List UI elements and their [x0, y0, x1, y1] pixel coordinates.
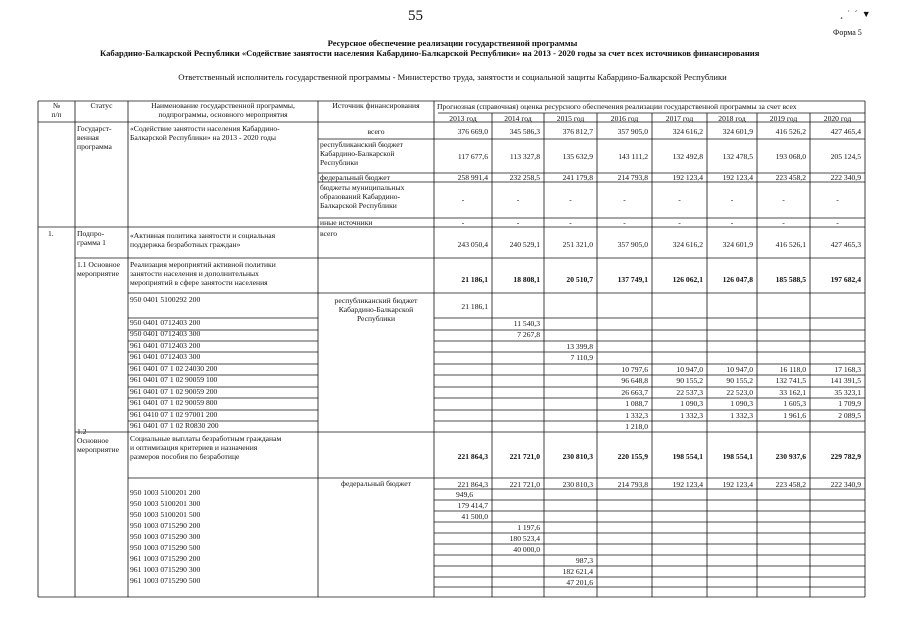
value-cell: 192 123,4	[722, 480, 753, 489]
value-cell: 22 523,0	[726, 388, 753, 397]
value-cell: 21 186,1	[461, 302, 488, 311]
value-cell: 35 323,1	[834, 388, 861, 397]
budget-code: 950 1003 5100201 200	[130, 488, 201, 497]
activity-name: Социальные выплаты безработным гражданам и оптимизация критериев и назначения размеров пособия по безработице	[130, 434, 282, 462]
value-cell: 241 179,8	[562, 173, 593, 182]
budget-code: 950 1003 5100201 500	[130, 510, 201, 519]
value-cell: 357 905,0	[617, 240, 648, 249]
value-cell: 192 123,4	[722, 173, 753, 182]
value-cell: -	[782, 195, 785, 204]
value-cell: 1 961,6	[783, 411, 806, 420]
value-cell: 22 537,3	[676, 388, 703, 397]
header-estimate: Прогнозная (справочная) оценка ресурсного обеспечения реализации государственной программы за счет всех	[437, 102, 797, 111]
value-cell: 198 554,1	[722, 452, 753, 461]
program-name: «Содействие занятости населения Кабардино- Балкарской Республики» на 2013 - 2020 годы	[130, 124, 280, 143]
value-cell: 229 782,9	[830, 452, 861, 461]
value-cell: 324 616,2	[672, 240, 703, 249]
value-cell: 324 601,9	[722, 127, 753, 136]
form-label: Форма 5	[833, 28, 862, 37]
header-year: 2014 год	[504, 114, 532, 123]
page-number: 55	[408, 8, 423, 24]
header-source: Источник финансирования	[332, 101, 420, 110]
value-cell: 20 510,7	[566, 275, 593, 284]
budget-code: 950 0401 0712403 200	[130, 318, 201, 327]
value-cell: -	[782, 218, 785, 227]
budget-code: 961 0401 0712403 200	[130, 341, 201, 350]
value-cell: 221 864,3	[457, 480, 488, 489]
value-cell: -	[730, 195, 734, 204]
value-cell: -	[678, 218, 681, 227]
value-cell: 137 749,1	[617, 275, 648, 284]
value-cell: 357 905,0	[617, 127, 648, 136]
subprogram-name: «Активная политика занятости и социальная поддержка безработных граждан»	[130, 231, 276, 250]
row-number: 1.	[48, 229, 54, 238]
source-cell: республиканский бюджет Кабардино-Балкарской Республики	[320, 140, 403, 168]
header-year: 2015 год	[556, 114, 585, 123]
value-cell: -	[569, 218, 572, 227]
value-cell: 205 124,5	[830, 152, 861, 161]
value-cell: 96 648,8	[621, 376, 648, 385]
value-cell: 7 267,8	[517, 330, 540, 339]
value-cell: 376 812,7	[562, 127, 593, 136]
value-cell: 324 601,9	[722, 240, 753, 249]
header-year: 2019 год	[769, 114, 798, 123]
source-cell: всего	[320, 229, 338, 238]
value-cell: 1 605,3	[783, 399, 806, 408]
value-cell: 1 218,0	[625, 422, 648, 431]
value-cell: -	[516, 195, 520, 204]
source-cell: бюджеты муниципальных образований Кабардино- Балкарской Республики	[320, 183, 405, 211]
value-cell: -	[623, 195, 626, 204]
value-cell: 949,6	[456, 490, 474, 499]
value-cell: 179 414,7	[457, 501, 488, 510]
source-cell: федеральный бюджет	[320, 173, 390, 182]
value-cell: 193 068,0	[775, 152, 806, 161]
header-year: 2016 год	[610, 114, 639, 123]
value-cell: 230 810,3	[562, 452, 593, 461]
value-cell: 132 478,5	[722, 152, 753, 161]
value-cell: 198 554,1	[672, 452, 703, 461]
value-cell: 135 632,9	[562, 152, 593, 161]
value-cell: 221 864,3	[457, 452, 488, 461]
value-cell: 7 110,9	[570, 353, 593, 362]
value-cell: 243 050,4	[457, 240, 488, 249]
value-cell: 26 663,7	[621, 388, 648, 397]
value-cell: 1 332,3	[625, 411, 648, 420]
value-cell: 345 586,3	[509, 127, 540, 136]
value-cell: 11 540,3	[513, 319, 540, 328]
source-cell: федеральный бюджет	[341, 479, 411, 488]
value-cell: 90 155,2	[726, 376, 753, 385]
value-cell: -	[461, 218, 465, 227]
status-cell: Государст- венная программа	[77, 124, 112, 152]
value-cell: -	[836, 195, 839, 204]
source-cell: республиканский бюджет Кабардино-Балкарской Республики	[334, 296, 418, 324]
budget-code: 950 1003 5100201 300	[130, 499, 201, 508]
budget-code: 950 1003 0715290 500	[130, 543, 201, 552]
value-cell: 47 201,6	[566, 578, 593, 587]
corner-mark: ¸ ˙ ´ ▼	[840, 9, 872, 19]
value-cell: 2 089,5	[838, 411, 861, 420]
header-status: Статус	[90, 101, 113, 110]
budget-code: 961 0401 07 1 02 90059 800	[130, 398, 218, 407]
value-cell: -	[730, 218, 734, 227]
value-cell: 13 399,8	[566, 342, 593, 351]
value-cell: 222 340,9	[830, 480, 861, 489]
value-cell: 1 090,3	[730, 399, 753, 408]
value-cell: 90 155,2	[676, 376, 703, 385]
budget-code: 961 1003 0715290 200	[130, 554, 201, 563]
value-cell: 113 327,8	[509, 152, 540, 161]
value-cell: 117 677,6	[457, 152, 488, 161]
value-cell: 376 669,0	[457, 127, 488, 136]
value-cell: 33 162,1	[779, 388, 806, 397]
value-cell: 220 155,9	[617, 452, 648, 461]
budget-code: 961 1003 0715290 500	[130, 576, 201, 585]
value-cell: -	[836, 218, 839, 227]
value-cell: -	[678, 195, 681, 204]
value-cell: 230 810,3	[562, 480, 593, 489]
responsible-executor: Ответственный исполнитель государственной программы - Министерство труда, занятости и социальной защиты Кабардино-Балкарской Республики	[178, 72, 727, 82]
header-num: № п/п	[51, 101, 62, 120]
header-name: Наименование государственной программы, подпрограммы, основного мероприятия	[151, 101, 295, 120]
budget-code: 961 0401 07 1 02 90059 200	[130, 387, 218, 396]
value-cell: 222 340,9	[830, 173, 861, 182]
value-cell: 1 332,3	[680, 411, 703, 420]
value-cell: 232 258,5	[509, 173, 540, 182]
value-cell: 197 682,4	[830, 275, 861, 284]
value-cell: 132 741,5	[775, 376, 806, 385]
value-cell: 223 458,2	[775, 480, 806, 489]
value-cell: 10 947,0	[676, 365, 703, 374]
value-cell: 1 332,3	[730, 411, 753, 420]
value-cell: 1 088,7	[625, 399, 648, 408]
value-cell: 221 721,0	[509, 480, 540, 489]
value-cell: 214 793,8	[617, 173, 648, 182]
value-cell: 141 391,5	[830, 376, 861, 385]
value-cell: 126 047,8	[722, 275, 753, 284]
budget-code: 950 1003 0715290 200	[130, 521, 201, 530]
value-cell: 221 721,0	[509, 452, 540, 461]
value-cell: 427 465,3	[830, 240, 861, 249]
value-cell: 16 118,0	[779, 365, 806, 374]
value-cell: 132 492,8	[672, 152, 703, 161]
header-year: 2018 год	[718, 114, 746, 123]
activity-name: Реализация мероприятий активной политики занятости населения и дополнительных мероприятий в сфере занятости населения	[130, 260, 276, 288]
header-year: 2013 год	[449, 114, 477, 123]
document-title: Ресурсное обеспечение реализации государственной программы	[327, 38, 578, 48]
budget-code: 950 0401 5100292 200	[130, 295, 201, 304]
header-year: 2020 год	[823, 114, 852, 123]
header-year: 2017 год	[665, 114, 694, 123]
value-cell: 1 090,3	[680, 399, 703, 408]
budget-code: 961 0401 0712403 300	[130, 352, 201, 361]
value-cell: 17 168,3	[834, 365, 861, 374]
value-cell: 192 123,4	[672, 173, 703, 182]
value-cell: 214 793,8	[617, 480, 648, 489]
value-cell: -	[461, 195, 465, 204]
value-cell: 10 947,0	[726, 365, 753, 374]
value-cell: 21 186,1	[461, 275, 488, 284]
budget-code: 961 1003 0715290 300	[130, 565, 201, 574]
value-cell: 251 321,0	[562, 240, 593, 249]
value-cell: 427 465,4	[830, 127, 861, 136]
value-cell: 416 526,2	[775, 127, 806, 136]
value-cell: 143 111,2	[618, 152, 648, 161]
value-cell: 1 709,9	[838, 399, 861, 408]
status-cell: Подпро- грамма 1	[77, 229, 106, 248]
value-cell: 324 616,2	[672, 127, 703, 136]
source-cell: иные источники	[320, 218, 373, 227]
value-cell: 987,3	[575, 556, 593, 565]
status-cell: 1.1 Основное мероприятие	[77, 260, 121, 279]
value-cell: 182 621,4	[562, 567, 593, 576]
value-cell: 185 588,5	[775, 275, 806, 284]
value-cell: 180 523,4	[509, 534, 540, 543]
value-cell: -	[623, 218, 626, 227]
value-cell: -	[569, 195, 572, 204]
budget-code: 961 0401 07 1 02 90059 100	[130, 375, 218, 384]
value-cell: 126 062,1	[672, 275, 703, 284]
budget-code: 961 0401 07 1 02 R0830 200	[130, 421, 219, 430]
document-subtitle: Кабардино-Балкарской Республики «Содействие занятости населения Кабардино-Балкарской Республики» на 2013 - 2020 годы за счет всех источников финансирования	[100, 48, 760, 58]
value-cell: 40 000,0	[513, 545, 540, 554]
source-cell: всего	[367, 127, 385, 136]
status-cell: 1.2 Основное мероприятие	[77, 427, 119, 455]
budget-code: 950 0401 0712403 300	[130, 329, 201, 338]
value-cell: 1 197,6	[517, 523, 540, 532]
budget-code: 961 0410 07 1 02 97001 200	[130, 410, 218, 419]
value-cell: 10 797,6	[621, 365, 648, 374]
value-cell: 230 937,6	[775, 452, 806, 461]
budget-code: 961 0401 07 1 02 24030 200	[130, 364, 218, 373]
value-cell: 240 529,1	[509, 240, 540, 249]
value-cell: 416 526,1	[775, 240, 806, 249]
value-cell: 192 123,4	[672, 480, 703, 489]
budget-code: 950 1003 0715290 300	[130, 532, 201, 541]
value-cell: 223 458,2	[775, 173, 806, 182]
value-cell: 258 991,4	[457, 173, 488, 182]
value-cell: 41 500,0	[461, 512, 488, 521]
value-cell: -	[516, 218, 520, 227]
value-cell: 18 808,1	[513, 275, 540, 284]
